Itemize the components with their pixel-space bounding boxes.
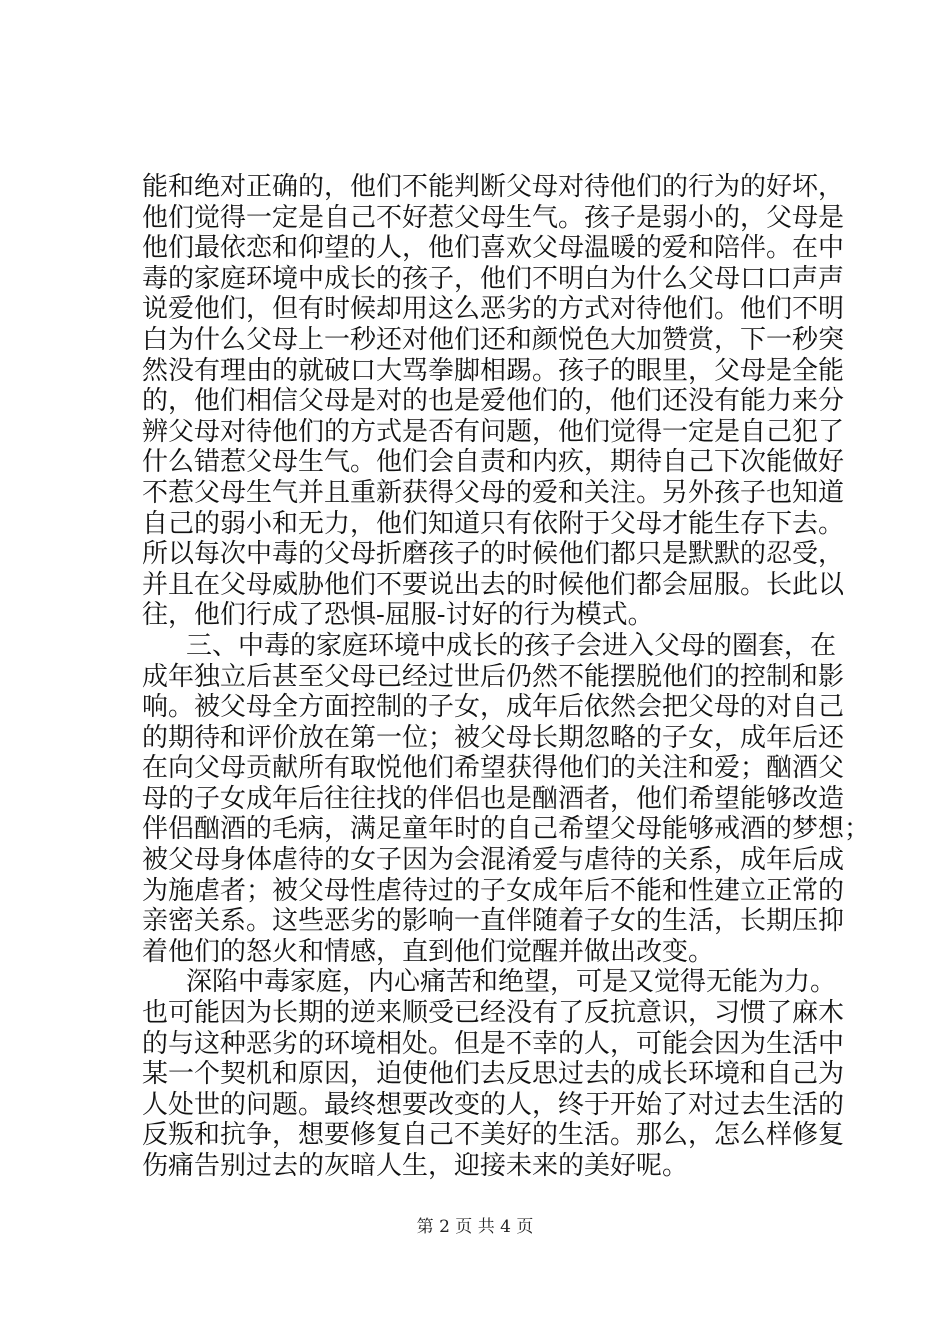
text-line: 为施虐者；被父母性虐待过的子女成年后不能和性建立正常的	[142, 875, 845, 906]
text-line: 被父母身体虐待的女子因为会混淆爱与虐待的关系，成年后成	[142, 845, 845, 876]
text-line: 不惹父母生气并且重新获得父母的爱和关注。另外孩子也知道	[142, 477, 845, 508]
text-line: 在向父母贡献所有取悦他们希望获得他们的关注和爱；酗酒父	[142, 753, 845, 784]
text-line: 人处世的问题。最终想要改变的人，终于开始了对过去生活的	[142, 1089, 845, 1120]
text-line: 伴侣酗酒的毛病，满足童年时的自己希望父母能够戒酒的梦想；	[142, 814, 871, 845]
text-line: 亲密关系。这些恶劣的影响一直伴随着子女的生活，长期压抑	[142, 906, 845, 937]
text-line: 他们觉得一定是自己不好惹父母生气。孩子是弱小的，父母是	[142, 202, 845, 233]
text-line: 伤痛告别过去的灰暗人生，迎接未来的美好呢。	[142, 1151, 689, 1181]
text-line: 白为什么父母上一秒还对他们还和颜悦色大加赞赏，下一秒突	[142, 324, 845, 355]
text-line: 能和绝对正确的，他们不能判断父母对待他们的行为的好坏，	[142, 172, 845, 202]
text-line: 毒的家庭环境中成长的孩子，他们不明白为什么父母口口声声	[142, 263, 845, 294]
page-footer: 第 2 页 共 4 页	[416, 1217, 534, 1237]
text-line: 往，他们行成了恐惧-屈服-讨好的行为模式。	[142, 600, 654, 631]
text-line: 并且在父母威胁他们不要说出去的时候他们都会屈服。长此以	[142, 569, 845, 600]
text-line: 着他们的怒火和情感，直到他们觉醒并做出改变。	[142, 936, 715, 967]
text-line: 深陷中毒家庭，内心痛苦和绝望，可是又觉得无能为力。	[186, 967, 837, 998]
text-line: 三、中毒的家庭环境中成长的孩子会进入父母的圈套，在	[186, 630, 837, 661]
text-line: 的，他们相信父母是对的也是爱他们的，他们还没有能力来分	[142, 386, 845, 417]
text-line: 什么错惹父母生气。他们会自责和内疚，期待自己下次能做好	[142, 447, 845, 478]
text-line: 响。被父母全方面控制的子女，成年后依然会把父母的对自己	[142, 692, 845, 723]
text-line: 辨父母对待他们的方式是否有问题，他们觉得一定是自己犯了	[142, 416, 845, 447]
text-line: 反叛和抗争，想要修复自己不美好的生活。那么，怎么样修复	[142, 1120, 845, 1151]
paragraph	[142, 967, 862, 1181]
text-line: 所以每次中毒的父母折磨孩子的时候他们都只是默默的忍受，	[142, 539, 845, 570]
text-line: 然没有理由的就破口大骂拳脚相踢。孩子的眼里，父母是全能	[142, 355, 845, 386]
text-line: 母的子女成年后往往找的伴侣也是酗酒者，他们希望能够改造	[142, 783, 845, 814]
text-line: 的期待和评价放在第一位；被父母长期忽略的子女，成年后还	[142, 722, 845, 753]
text-line: 自己的弱小和无力，他们知道只有依附于父母才能生存下去。	[142, 508, 845, 539]
paragraph	[142, 630, 871, 968]
text-line: 说爱他们，但有时候却用这么恶劣的方式对待他们。他们不明	[142, 294, 845, 325]
text-line: 成年独立后甚至父母已经过世后仍然不能摆脱他们的控制和影	[142, 661, 845, 692]
document-body	[142, 172, 871, 1182]
text-line: 某一个契机和原因，迫使他们去反思过去的成长环境和自己为	[142, 1059, 845, 1090]
text-line: 也可能因为长期的逆来顺受已经没有了反抗意识，习惯了麻木	[142, 998, 845, 1029]
text-line: 他们最依恋和仰望的人，他们喜欢父母温暖的爱和陪伴。在中	[142, 233, 845, 264]
text-line: 的与这种恶劣的环境相处。但是不幸的人，可能会因为生活中	[142, 1028, 845, 1059]
paragraph	[142, 172, 862, 631]
